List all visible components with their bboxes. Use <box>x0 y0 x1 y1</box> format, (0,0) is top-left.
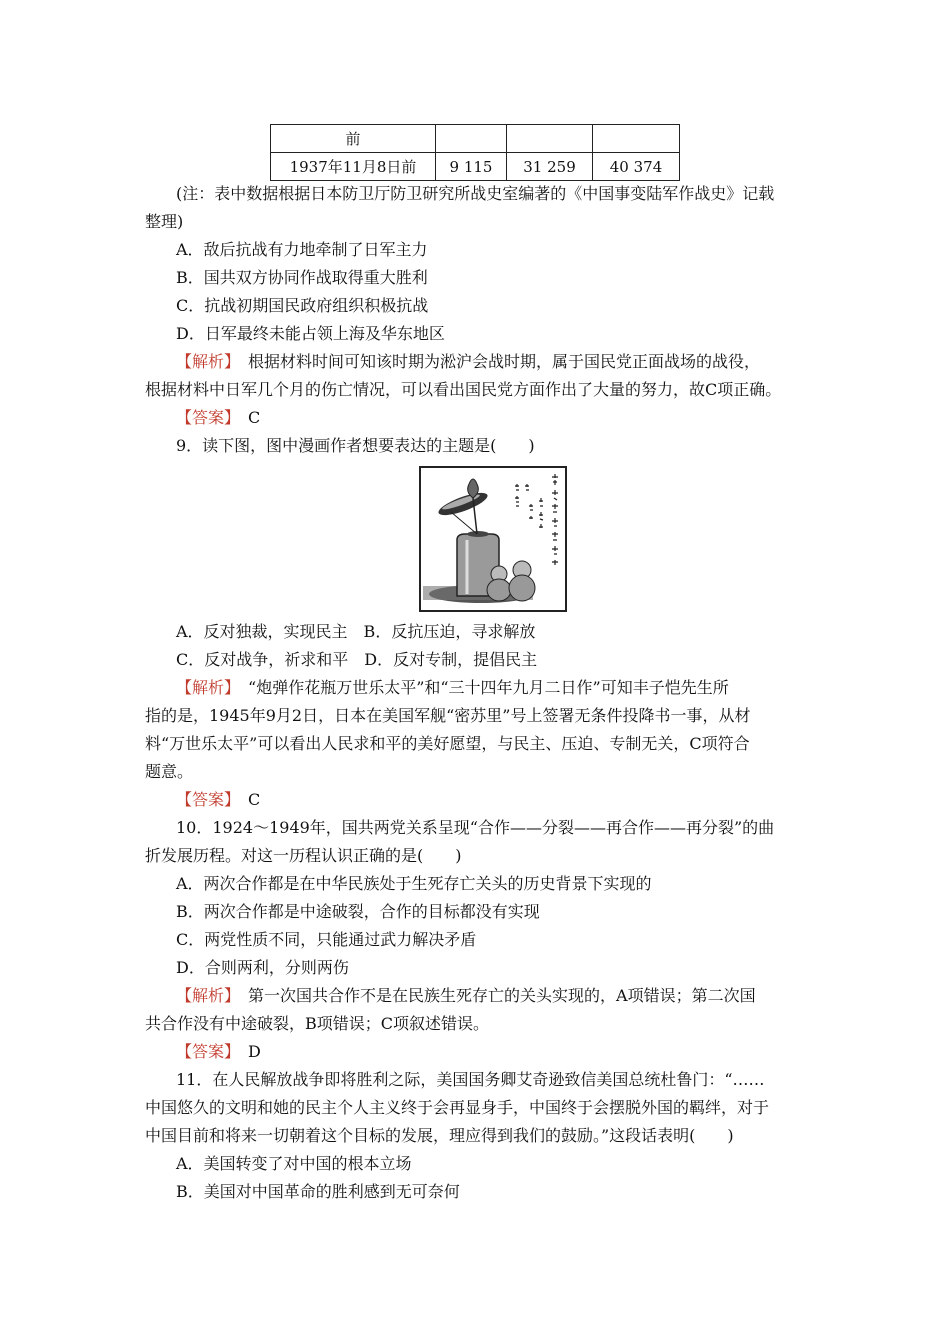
table-cell <box>436 125 507 153</box>
option-d: D．日军最终未能占领上海及华东地区 <box>176 324 445 343</box>
question-stem: 折发展历程。对这一历程认识正确的是( ) <box>145 846 462 865</box>
options-row: A．反对独裁，实现民主 B．反抗压迫，寻求解放 <box>176 622 536 641</box>
question-stem: 11．在人民解放战争即将胜利之际，美国国务卿艾奇逊致信美国总统杜鲁门：“…… <box>176 1070 765 1089</box>
option-c: C．两党性质不同，只能通过武力解决矛盾 <box>176 930 477 949</box>
answer-line <box>176 408 260 428</box>
options-row: C．反对战争，祈求和平 D．反对专制，提倡民主 <box>176 650 538 669</box>
analysis-tag: 【解析】 <box>176 352 233 371</box>
analysis-text: 料“万世乐太平”可以看出人民求和平的美好愿望，与民主、压迫、专制无关，C项符合 <box>145 734 750 753</box>
table-cell: 1937年11月8日前 <box>271 153 436 181</box>
answer-tag: 【答案】 <box>176 1042 233 1061</box>
answer-line <box>176 1042 261 1062</box>
answer-tag: 【答案】 <box>176 408 233 427</box>
analysis-paragraph <box>176 678 729 698</box>
option-b: B．美国对中国革命的胜利感到无可奈何 <box>176 1182 460 1201</box>
table-cell: 40 374 <box>593 153 680 181</box>
analysis-tag: 【解析】 <box>176 678 233 697</box>
question-stem: 9．读下图，图中漫画作者想要表达的主题是( ) <box>176 436 535 455</box>
casualty-table <box>270 124 680 181</box>
cartoon-drawing <box>421 468 565 610</box>
analysis-paragraph <box>176 352 760 372</box>
option-c: C．抗战初期国民政府组织积极抗战 <box>176 296 429 315</box>
answer-value: C <box>232 408 261 427</box>
question-stem: 10．1924～1949年，国共两党关系呈现“合作——分裂——再合作——再分裂”的曲 <box>176 818 775 837</box>
answer-line <box>176 790 260 810</box>
table-cell: 前 <box>271 125 436 153</box>
table-note: 整理) <box>145 212 184 231</box>
table-cell <box>593 125 680 153</box>
table-row <box>271 153 680 181</box>
analysis-text: “炮弹作花瓶万世乐太平”和“三十四年九月二日作”可知丰子恺先生所 <box>232 678 729 697</box>
table-cell: 9 115 <box>436 153 507 181</box>
question-stem: 中国目前和将来一切朝着这个目标的发展，理应得到我们的鼓励。”这段话表明( ) <box>145 1126 734 1145</box>
cartoon-image <box>419 466 567 612</box>
table-cell: 31 259 <box>507 153 593 181</box>
option-a: A．敌后抗战有力地牵制了日军主力 <box>176 240 428 259</box>
option-d: D．合则两利，分则两伤 <box>176 958 349 977</box>
option-a: A．美国转变了对中国的根本立场 <box>176 1154 412 1173</box>
analysis-tag: 【解析】 <box>176 986 233 1005</box>
option-b: B．国共双方协同作战取得重大胜利 <box>176 268 428 287</box>
analysis-text: 指的是，1945年9月2日，日本在美国军舰“密苏里”号上签署无条件投降书一事，从材 <box>145 706 751 725</box>
analysis-paragraph <box>176 986 756 1006</box>
answer-tag: 【答案】 <box>176 790 233 809</box>
table-cell <box>507 125 593 153</box>
question-stem: 中国悠久的文明和她的民主个人主义终于会再显身手，中国终于会摆脱外国的羁绊，对于 <box>145 1098 770 1117</box>
analysis-text: 第一次国共合作不是在民族生死存亡的关头实现的，A项错误；第二次国 <box>232 986 756 1005</box>
analysis-text: 题意。 <box>145 762 194 781</box>
analysis-text: 根据材料时间可知该时期为淞沪会战时期，属于国民党正面战场的战役， <box>232 352 761 371</box>
option-b: B．两次合作都是中途破裂，合作的目标都没有实现 <box>176 902 540 921</box>
answer-value: C <box>232 790 261 809</box>
table-row <box>271 125 680 153</box>
analysis-text: 共合作没有中途破裂，B项错误；C项叙述错误。 <box>145 1014 490 1033</box>
table-note: (注：表中数据根据日本防卫厅防卫研究所战史室编著的《中国事变陆军作战史》记载 <box>176 184 775 203</box>
answer-value: D <box>232 1042 261 1061</box>
analysis-text: 根据材料中日军几个月的伤亡情况，可以看出国民党方面作出了大量的努力，故C项正确。 <box>145 380 782 399</box>
option-a: A．两次合作都是在中华民族处于生死存亡关头的历史背景下实现的 <box>176 874 652 893</box>
